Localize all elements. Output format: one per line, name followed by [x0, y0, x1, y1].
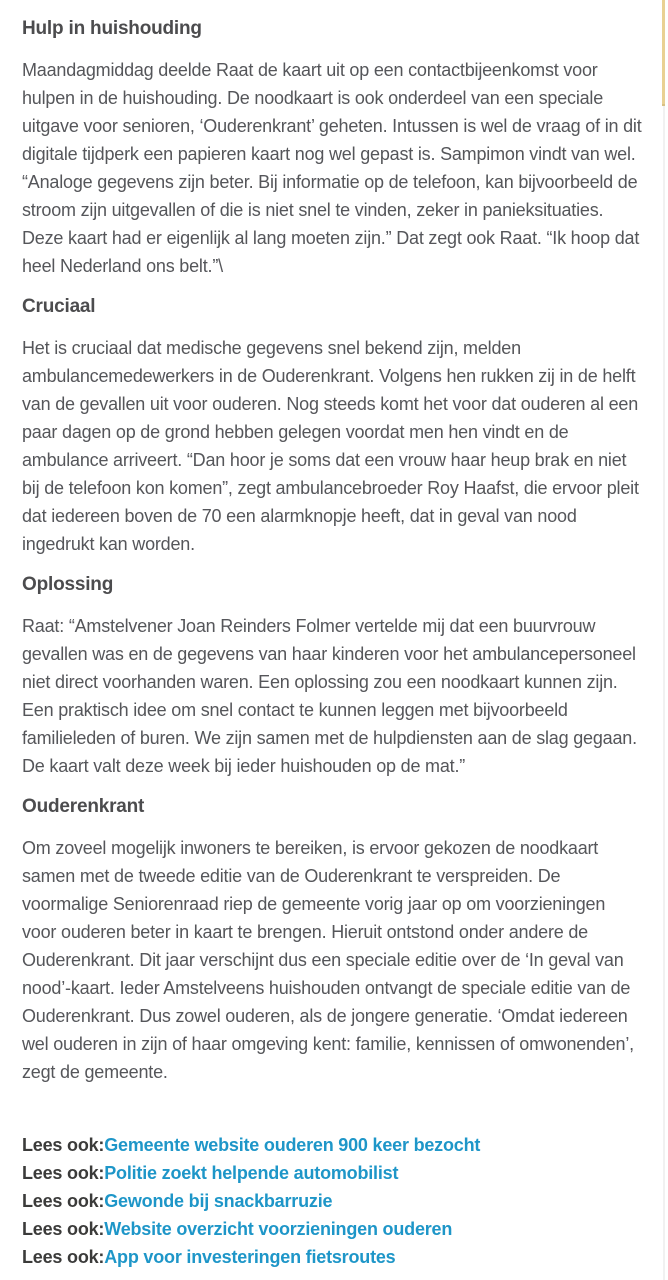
read-also-item [22, 1243, 644, 1271]
scrollbar-thumb[interactable] [662, 0, 665, 106]
article-body [22, 2, 644, 1271]
section-heading-cruciaal: Cruciaal [22, 296, 96, 317]
read-also-link[interactable]: Website overzicht voorzieningen ouderen [104, 1219, 453, 1239]
read-also-label: Lees ook: [22, 1247, 105, 1267]
read-also-item [22, 1187, 644, 1215]
read-also-item [22, 1131, 644, 1159]
read-also-label: Lees ook: [22, 1191, 105, 1211]
article-paragraph: Raat: “Amstelvener Joan Reinders Folmer vertelde mij dat een buurvrouw gevallen was en de gegevens van haar kinderen voor het ambulancepersoneel niet direct voorhanden waren. Een oplossing zou een noodkaart kunnen zijn. Een praktisch idee om snel contact te kunnen leggen met bijvoorbeeld familieleden of buren. We zijn samen met de hulpdiensten aan de slag gegaan. De kaart valt deze week bij ieder huishouden op de mat.” [22, 616, 637, 776]
section-heading-hulp-in-huishouding: Hulp in huishouding [22, 18, 202, 39]
read-also-label: Lees ook: [22, 1135, 105, 1155]
scrollbar-track[interactable] [663, 0, 665, 1280]
read-also-link[interactable]: Politie zoekt helpende automobilist [104, 1163, 399, 1183]
read-also-label: Lees ook: [22, 1219, 105, 1239]
article-paragraph: Het is cruciaal dat medische gegevens snel bekend zijn, melden ambulancemedewerkers in de Ouderenkrant. Volgens hen rukken zij in de helft van de gevallen uit voor ouderen. Nog steeds komt het voor dat ouderen al een paar dagen op de grond hebben gelegen voordat men hen vindt en de ambulance arriveert. “Dan hoor je soms dat een vrouw haar heup brak en niet bij de telefoon kon komen”, zegt ambulancebroeder Roy Haafst, die ervoor pleit dat iedereen boven de 70 een alarmknopje heeft, dat in geval van nood ingedrukt kan worden. [22, 338, 639, 554]
section-heading-oplossing: Oplossing [22, 574, 114, 595]
read-also-link[interactable]: App voor investeringen fietsroutes [104, 1247, 396, 1267]
section-heading-ouderenkrant: Ouderenkrant [22, 796, 145, 817]
read-also-item [22, 1159, 644, 1187]
article-paragraph: Maandagmiddag deelde Raat de kaart uit op een contactbijeenkomst voor hulpen in de huishouding. De noodkaart is ook onderdeel van een speciale uitgave voor senioren, ‘Ouderenkrant’ geheten. Intussen is wel de vraag of in dit digitale tijdperk een papieren kaart nog wel gepast is. Sampimon vindt van wel. “Analoge gegevens zijn beter. Bij informatie op de telefoon, kan bijvoorbeeld de stroom zijn uitgevallen of die is niet snel te vinden, zeker in panieksituaties. Deze kaart had er eigenlijk al lang moeten zijn.” Dat zegt ook Raat. “Ik hoop dat heel Nederland ons belt.”\ [22, 60, 642, 276]
read-also-link[interactable]: Gewonde bij snackbarruzie [104, 1191, 333, 1211]
read-also-link[interactable]: Gemeente website ouderen 900 keer bezocht [104, 1135, 481, 1155]
read-also-label: Lees ook: [22, 1163, 105, 1183]
read-also-item [22, 1215, 644, 1243]
read-also-list [22, 1131, 644, 1271]
article-paragraph: Om zoveel mogelijk inwoners te bereiken, is ervoor gekozen de noodkaart samen met de tweede editie van de Ouderenkrant te verspreiden. De voormalige Seniorenraad riep de gemeente vorig jaar op om voorzieningen voor ouderen beter in kaart te brengen. Hieruit ontstond onder andere de Ouderenkrant. Dit jaar verschijnt dus een speciale editie over de ‘In geval van nood’-kaart. Ieder Amstelveens huishouden ontvangt de speciale editie van de Ouderenkrant. Dus zowel ouderen, als de jongere generatie. ‘Omdat iedereen wel ouderen in zijn of haar omgeving kent: familie, kennissen of omwonenden’, zegt de gemeente. [22, 838, 634, 1082]
